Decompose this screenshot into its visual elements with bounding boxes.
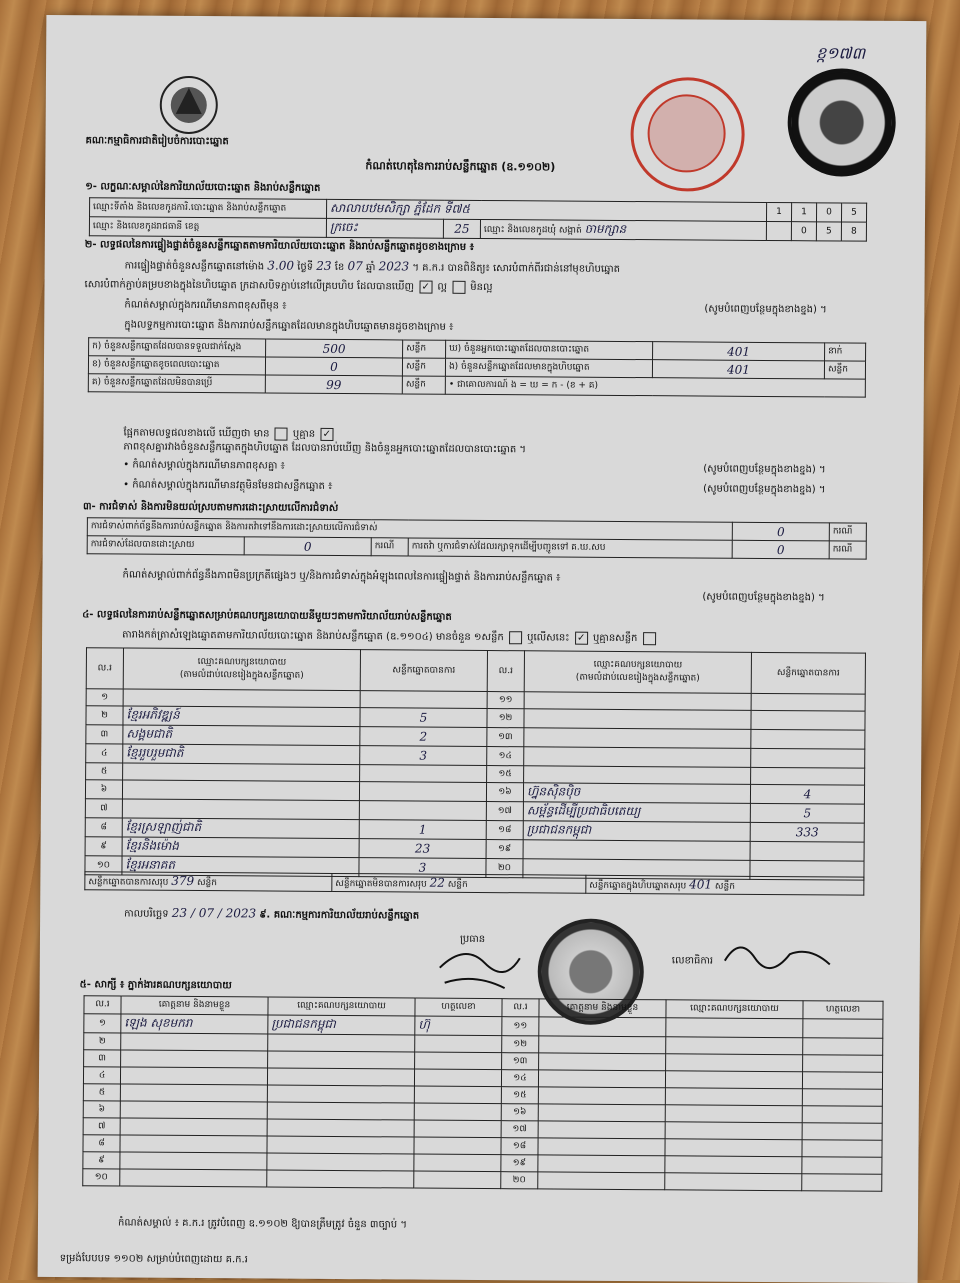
- witness-no: ២០: [501, 1172, 538, 1189]
- section4-opt1: ឬលើសនេះ: [527, 632, 570, 644]
- witness-sign: [414, 1086, 501, 1104]
- in-box-value: 401: [652, 360, 824, 379]
- witness-sign: [414, 1120, 501, 1138]
- party-no: ២: [86, 706, 123, 725]
- witness-sign: [802, 1140, 882, 1158]
- witness-no: ៨: [83, 1135, 120, 1152]
- witness-party: [665, 1088, 802, 1106]
- party-name: [524, 709, 751, 730]
- in-box-label: ង) ចំនួនសន្លឹកឆ្នោតដែលមានក្នុងហិបឆ្នោត: [445, 358, 652, 377]
- compare-post: ភាពខុសគ្នារវាងចំនួនសន្លឹកឆ្នោតក្នុងហិបឆ្នោត ដែលបានរាប់ឃើញ និងចំនួនអ្នកបោះឆ្នោតដែលបានបោះឆ្នោត ។: [123, 441, 527, 456]
- witness-name: [120, 1169, 267, 1187]
- black-seal-icon: [787, 68, 896, 177]
- party-votes: 333: [750, 822, 864, 842]
- section3-note: កំណត់សម្គាល់ពាក់ព័ន្ធនឹងភាពមិនប្រក្រតីផ្សេងៗ ឬ/និងការជំទាស់ក្នុងអំឡុងពេលនៃការផ្ទៀងផ្ទាត់ និងការរាប់សន្លឹកឆ្នោត ៖: [122, 569, 561, 584]
- objection-unit: ករណី: [829, 523, 866, 541]
- witness-no: ៩: [83, 1152, 120, 1169]
- checkbox-icon: ✓: [575, 631, 588, 644]
- check-day-label: ថ្ងៃទី: [297, 261, 314, 273]
- check-day: 23: [316, 258, 332, 273]
- col-votes: សន្លឹកឆ្នោតបានការ: [360, 650, 487, 692]
- party-name: [122, 799, 359, 820]
- witness-no: ១៧: [501, 1121, 538, 1138]
- party-no: ៩: [85, 837, 122, 856]
- check-year-label: ឆ្នាំ: [365, 262, 376, 274]
- party-name: [524, 747, 751, 768]
- compare-text: ផ្អែកតាមលទ្ធផលខាងលើ ឃើញថា មាន: [123, 427, 270, 440]
- witness-party: [666, 1018, 803, 1038]
- witness-name: [120, 1152, 267, 1170]
- party-name: [524, 692, 751, 711]
- witness-name: ឡេង សុខមករា: [121, 1014, 268, 1034]
- check-line-2-yes: ល្អ: [437, 281, 447, 293]
- total-unit: សន្លឹក: [714, 881, 735, 892]
- party-votes: [751, 710, 865, 730]
- witness-name: [538, 1104, 665, 1122]
- party-no: ៦: [85, 780, 122, 799]
- party-name: ខ្មែររួបរួមជាតិ: [123, 744, 360, 765]
- section3-title: ៣- ការជំទាស់ និងការមិនយល់ស្របតាមការដោះស្រាយលើការជំទាស់: [82, 501, 339, 514]
- witness-no: ១៣: [502, 1053, 539, 1070]
- resolved-unit: ករណី: [371, 538, 408, 556]
- commune-value: ចាមក្សាន: [584, 221, 627, 236]
- witness-no: ២: [84, 1033, 121, 1050]
- in-box-unit: សន្លឹក: [824, 361, 865, 379]
- party-votes: 5: [750, 803, 864, 823]
- witness-name: [121, 1033, 268, 1051]
- witness-sign: [414, 1171, 501, 1189]
- section3-hint: (សូមបំពេញបន្ថែមក្នុងខាងខ្នង) ។: [702, 591, 825, 604]
- w-col-party-2: ឈ្មោះគណបក្សនយោបាយ: [666, 1000, 803, 1019]
- witness-name: [120, 1084, 267, 1102]
- w-col-name: គោត្តនាម និងនាមខ្លួន: [121, 996, 268, 1015]
- witness-party: [267, 1153, 414, 1171]
- witness-party: [267, 1068, 414, 1086]
- section2-intro: ក្នុងលទ្ធកម្មការបោះឆ្នោត និងការរាប់សន្លឹកឆ្នោតដែលមានក្នុងហិបឆ្នោតមានដូចខាងក្រោម ៖: [124, 319, 454, 333]
- witness-name: [539, 1017, 666, 1037]
- witness-no: ១: [84, 1014, 121, 1033]
- location-code-4: 5: [841, 203, 866, 222]
- party-no: ១៧: [486, 802, 523, 821]
- witness-no: ១៤: [501, 1070, 538, 1087]
- checkbox-icon: ✓: [320, 427, 333, 440]
- objection-label: ការជំទាស់ពាក់ព័ន្ធនឹងការរាប់សន្លឹកឆ្នោត និងការតវ៉ាទៅនឹងការដោះស្រាយលើការជំទាស់: [87, 518, 732, 541]
- witness-party: [665, 1071, 802, 1089]
- witness-no: ១៦: [501, 1104, 538, 1121]
- received-unit: សន្លឹក: [403, 340, 446, 358]
- witness-party: [267, 1170, 414, 1188]
- party-votes: 3: [360, 746, 487, 766]
- witness-name: [538, 1138, 665, 1156]
- witness-name: [120, 1118, 267, 1136]
- invalid-label: សន្លឹកឆ្នោតមិនបានការសរុប: [335, 878, 427, 890]
- party-no: ៣: [86, 725, 123, 744]
- check-year: 2023: [378, 259, 410, 274]
- w-col-sign-2: ហត្ថលេខា: [803, 1001, 883, 1020]
- witness-name: [538, 1155, 665, 1173]
- forwarded-unit: ករណី: [829, 541, 866, 559]
- party-name: ខ្មែរអភិវឌ្ឍន៍: [123, 706, 360, 727]
- party-votes: 2: [360, 727, 487, 747]
- check-line-2-no: មិនល្អ: [470, 281, 493, 294]
- section2-table: [88, 337, 866, 397]
- w-col-party: ឈ្មោះគណបក្សនយោបាយ: [268, 997, 415, 1016]
- party-votes: [751, 693, 865, 711]
- witness-no: ១០: [83, 1169, 120, 1186]
- section5-title: ៥- សាក្សី ៖ ភ្នាក់ងារគណបក្សនយោបាយ: [79, 979, 232, 992]
- col-no-2: ល.រ: [487, 651, 524, 692]
- party-name: [524, 728, 751, 749]
- party-name: [122, 780, 359, 801]
- ballot-count-form: [38, 15, 927, 1283]
- party-votes: [751, 729, 865, 749]
- witness-sign: [803, 1055, 883, 1073]
- col-no: ល.រ: [86, 648, 123, 689]
- witness-sign: [414, 1137, 501, 1155]
- valid-unit: សន្លឹក: [196, 877, 218, 888]
- witness-no: ៧: [83, 1118, 120, 1135]
- witness-sign: [802, 1157, 882, 1175]
- date-label: កាលបរិច្ឆេទ: [124, 908, 169, 920]
- witness-no: ១៩: [501, 1155, 538, 1172]
- witness-party: [665, 1105, 802, 1123]
- red-seal-icon: [630, 77, 745, 192]
- total-value: 401: [689, 876, 713, 892]
- witness-name: [538, 1172, 665, 1190]
- witness-no: ៥: [83, 1084, 120, 1101]
- check-time-label: ការផ្ទៀងផ្ទាត់ចំនួនសន្លឹកឆ្នោតនៅម៉ោង: [124, 260, 265, 273]
- section4-intro: តារាងកត់ត្រាសំឡេងឆ្នោតតាមការិយាល័យបោះឆ្នោត និងរាប់សន្លឹកឆ្នោត (ឧ.១១០៤) មានចំនួន ១សន្លឹក: [122, 629, 504, 644]
- party-votes: [360, 765, 487, 783]
- party-name: សង្គមជាតិ: [123, 725, 360, 746]
- location-value: សាលាបឋមសិក្សា ភ្នំដែក ទី៧៥: [327, 199, 767, 221]
- voters-unit: នាក់: [825, 343, 866, 361]
- check-time: 3.00: [267, 258, 295, 273]
- witness-party: [267, 1102, 414, 1120]
- location-code-1: 1: [766, 202, 791, 221]
- spoiled-label: ខ) ចំនួនសន្លឹកឆ្នោតខូចពេលបោះឆ្នោត: [88, 356, 265, 375]
- witness-sign: [802, 1072, 882, 1090]
- bullet1: • កំណត់សម្គាល់ក្នុងករណីមានភាពខុសគ្នា ៖: [123, 459, 285, 472]
- witness-party: ប្រជាជនកម្ពុជា: [268, 1015, 415, 1035]
- spoiled-unit: សន្លឹក: [402, 358, 445, 376]
- party-no: ៧: [85, 799, 122, 818]
- footnote: កំណត់សម្គាល់ ៖ គ.ក.រ ត្រូវបំពេញ ឧ.១១០២ ឱ្យបានត្រឹមត្រូវ ចំនួន ៣ច្បាប់ ។: [117, 1217, 407, 1231]
- party-name: [123, 689, 360, 708]
- formula-label: • ជាគោលការណ៍ ង = ឃ = ក - (ខ + គ): [445, 376, 865, 397]
- witness-name: [538, 1121, 665, 1139]
- party-no: ១៩: [486, 840, 523, 859]
- party-no: ១១: [487, 692, 524, 709]
- check-month-label: ខែ: [334, 261, 345, 274]
- location-label: ឈ្មោះទីតាំង និងលេខកូដការិ.បោះឆ្នោត និងរាប់សន្លឹកឆ្នោត: [90, 198, 327, 219]
- witness-table: [82, 995, 883, 1192]
- col-party-sub: (តាមលំដាប់លេខរៀងក្នុងសន្លឹកឆ្នោត): [179, 669, 304, 681]
- totals-table: [84, 871, 864, 895]
- party-votes: 5: [360, 708, 487, 728]
- party-votes: [360, 691, 487, 709]
- date-line: [124, 906, 419, 924]
- committee-name: គណៈកម្មាធិការជាតិរៀបចំការបោះឆ្នោត: [85, 135, 229, 148]
- party-votes: [750, 841, 864, 861]
- committee-label: ៩. គណៈកម្មការការិយាល័យរាប់សន្លឹកឆ្នោត: [259, 909, 420, 922]
- w-col-no: ល.រ: [84, 996, 121, 1014]
- party-name: [123, 763, 360, 782]
- col-party: ឈ្មោះគណបក្សនយោបាយ: [197, 657, 287, 668]
- witness-party: [267, 1119, 414, 1137]
- invalid-unit: សន្លឹក: [447, 879, 468, 890]
- section4-intro-line: [122, 627, 658, 646]
- witness-no: ៤: [83, 1067, 120, 1084]
- witness-party: [665, 1173, 802, 1191]
- party-votes: [751, 767, 865, 785]
- witness-no: ១៨: [501, 1138, 538, 1155]
- chair-signature: [435, 938, 525, 999]
- corner-handwriting: ខ្ក១៧៣: [816, 43, 866, 63]
- checkbox-icon: [643, 632, 656, 645]
- valid-label: សន្លឹកឆ្នោតបានការសរុប: [88, 876, 169, 888]
- section3-table: [87, 517, 867, 559]
- received-value: 500: [266, 339, 403, 358]
- witness-sign: [414, 1154, 501, 1172]
- col-party-2: ឈ្មោះគណបក្សនយោបាយ: [593, 659, 683, 671]
- party-no: ១០: [85, 856, 122, 875]
- unused-value: 99: [265, 375, 402, 394]
- invalid-value: 22: [429, 875, 445, 890]
- witness-sign: [802, 1174, 882, 1192]
- witness-sign: [415, 1035, 502, 1053]
- witness-no: ៦: [83, 1101, 120, 1118]
- witness-party: [665, 1122, 802, 1140]
- checkbox-icon: [275, 427, 288, 440]
- party-no: ១៨: [486, 821, 523, 840]
- party-votes: 23: [359, 839, 486, 859]
- party-name: ខ្មែរអនាគត: [122, 856, 359, 877]
- witness-name: [538, 1070, 665, 1088]
- party-no: ១៦: [486, 783, 523, 802]
- check-line-1-post: ។ គ.ក.រ បានពិនិត្យ៖ សោរបំពាក់ពីរជាន់នៅមុខហិបឆ្នោត: [412, 262, 621, 275]
- party-votes: 4: [750, 784, 864, 804]
- province-label: ឈ្មោះ និងលេខកូដរាជធានី ខេត្ត: [89, 217, 326, 238]
- secretary-label: លេខាធិការ: [671, 955, 714, 967]
- witness-party: [665, 1156, 802, 1174]
- voters-value: 401: [653, 342, 825, 361]
- check-line-2: [84, 277, 492, 295]
- party-no: ៥: [86, 763, 123, 780]
- secretary-signature: [720, 936, 840, 977]
- witness-sign: [803, 1019, 883, 1039]
- party-no: ១២: [487, 709, 524, 728]
- witness-party: [267, 1085, 414, 1103]
- witness-party: [268, 1034, 415, 1052]
- witness-sign: [803, 1038, 883, 1056]
- witness-name: [539, 1036, 666, 1054]
- party-votes: [359, 801, 486, 821]
- commune-code-3: 8: [841, 222, 866, 241]
- witness-party: [666, 1037, 803, 1055]
- objection-value: 0: [732, 522, 829, 541]
- party-no: ១: [86, 689, 123, 706]
- party-name: ប្រជាជនកម្ពុជា: [523, 821, 750, 842]
- party-no: ១៥: [487, 766, 524, 783]
- location-code-3: 0: [816, 203, 841, 222]
- party-name: សម្ព័ន្ធដើម្បីប្រជាធិបតេយ្យ: [523, 802, 750, 823]
- party-no: ៨: [85, 818, 122, 837]
- witness-sign: [414, 1069, 501, 1087]
- witness-sign: [414, 1103, 501, 1121]
- forwarded-value: 0: [732, 540, 829, 559]
- commune-code-2: 5: [816, 222, 841, 241]
- resolved-label: ការជំទាស់ដែលបានដោះស្រាយ: [87, 536, 244, 555]
- bullet2: • កំណត់សម្គាល់ក្នុងករណីមានវត្ថុមិនមែនជាសន្លឹកឆ្នោត ៖: [123, 479, 333, 492]
- checkbox-icon: [452, 280, 465, 293]
- witness-no: ១៥: [501, 1087, 538, 1104]
- witness-party: [268, 1051, 415, 1069]
- party-votes: 3: [359, 858, 486, 878]
- voters-label: ឃ) ចំនួនអ្នកបោះឆ្នោតដែលបានបោះឆ្នោត: [446, 340, 653, 359]
- party-votes: [751, 748, 865, 768]
- party-name: [524, 766, 751, 785]
- party-no: ៤: [86, 744, 123, 763]
- check-line-1: [125, 257, 620, 276]
- witness-no: ៣: [84, 1050, 121, 1067]
- unused-unit: សន្លឹក: [402, 376, 445, 394]
- party-no: ១៣: [487, 728, 524, 747]
- forwarded-label: ការតវ៉ា ឬការជំទាស់ដែលរក្សាទុកដើម្បីបញ្ជូនទៅ គ.ឃ.សប: [408, 538, 732, 558]
- col-votes-2: សន្លឹកឆ្នោតបានការ: [751, 652, 865, 694]
- section1-table: [89, 197, 867, 241]
- party-no: ២០: [486, 859, 523, 878]
- w-col-name-2: គោត្តនាម និងនាមខ្លួន: [539, 999, 666, 1018]
- witness-name: [121, 1050, 268, 1068]
- party-name: [523, 840, 750, 861]
- bullet2-hint: (សូមបំពេញបន្ថែមក្នុងខាងខ្នង) ។: [703, 483, 826, 496]
- province-value: ក្រចេះ: [326, 218, 443, 238]
- note1-hint: (សូមបំពេញបន្ថែមក្នុងខាងខ្នង) ។: [704, 303, 827, 316]
- witness-name: [120, 1101, 267, 1119]
- valid-value: 379: [171, 873, 195, 888]
- section1-title: ១- លក្ខណៈសម្គាល់នៃការិយាល័យបោះឆ្នោត និងរាប់សន្លឹកឆ្នោត: [85, 181, 321, 194]
- province-code: 25: [443, 219, 480, 238]
- form-title: កំណត់ហេតុនៃការរាប់សន្លឹកឆ្នោត (ឧ.១១០២): [365, 159, 556, 174]
- date-value: 23 / 07 / 2023: [171, 905, 257, 921]
- checkbox-icon: [509, 631, 522, 644]
- witness-name: [120, 1067, 267, 1085]
- footer: ទម្រង់បែបបទ ១១០២ សម្រាប់បំពេញដោយ គ.ក.រ: [59, 1253, 248, 1266]
- spoiled-value: 0: [265, 357, 402, 376]
- party-name: ខ្មែរស្រឡាញ់ជាតិ: [122, 818, 359, 839]
- unused-label: គ) ចំនួនសន្លឹកឆ្នោតដែលមិនបានប្រើ: [88, 374, 265, 393]
- total-label: សន្លឹកឆ្នោតក្នុងហិបឆ្នោតសរុប: [589, 880, 687, 891]
- emblem-icon: [158, 74, 220, 136]
- party-votes: [359, 782, 486, 802]
- witness-sign: [802, 1089, 882, 1107]
- party-no: ១៤: [487, 747, 524, 766]
- w-col-sign: ហត្ថលេខា: [415, 998, 502, 1017]
- chair-label: ប្រធាន: [459, 933, 486, 946]
- col-party-sub-2: (តាមលំដាប់លេខរៀងក្នុងសន្លឹកឆ្នោត): [575, 672, 700, 684]
- checkbox-icon: ✓: [419, 280, 432, 293]
- compare-yes: ឬគ្មាន: [292, 428, 316, 440]
- witness-sign: [415, 1052, 502, 1070]
- section4-opt2: ឬគ្មានសន្លឹក: [592, 632, 638, 645]
- w-col-no-2: ល.រ: [502, 999, 539, 1017]
- party-name: ខ្មែរនិងម៉ោង: [122, 837, 359, 858]
- party-votes: 1: [359, 820, 486, 840]
- witness-sign: [802, 1106, 882, 1124]
- check-month: 07: [347, 259, 363, 274]
- witness-name: [538, 1087, 665, 1105]
- section2-title: ២- លទ្ធផលនៃការផ្ទៀងផ្ទាត់ចំនួនសន្លឹកឆ្នោតតាមការិយាល័យបោះឆ្នោត និងរាប់សន្លឹកឆ្នោតដូចខាងក្រោម ៖: [84, 239, 475, 253]
- witness-sign: [802, 1123, 882, 1141]
- commune-label: ឈ្មោះ និងលេខកូដឃុំ សង្កាត់: [483, 225, 582, 236]
- commune-code-1: 0: [791, 222, 816, 241]
- received-label: ក) ចំនួនសន្លឹកឆ្នោតដែលបានទទួលជាក់ស្តែង: [89, 338, 266, 357]
- party-name: ហ្វ៊ុនស៊ិនប៉ិច: [523, 783, 750, 804]
- resolved-value: 0: [244, 537, 371, 556]
- section4-title: ៤- លទ្ធផលនៃការរាប់សន្លឹកឆ្នោតសម្រាប់គណបក្សនយោបាយនីមួយៗតាមការិយាល័យរាប់សន្លឹកឆ្នោត: [82, 609, 452, 623]
- witness-party: [666, 1054, 803, 1072]
- witness-party: [665, 1139, 802, 1157]
- witness-sign: ហ៊ុ: [415, 1016, 502, 1036]
- witness-name: [539, 1053, 666, 1071]
- witness-no: ១២: [502, 1036, 539, 1053]
- note1: កំណត់សម្គាល់ក្នុងករណីមានភាពខុសពីមុន ៖: [124, 299, 287, 312]
- witness-no: ១១: [502, 1017, 539, 1036]
- witness-name: [120, 1135, 267, 1153]
- check-line-2-text: សោរបំពាក់ភ្ជាប់គម្របខាងក្នុងនៃហិបឆ្នោត ក្រដាសបិទភ្ជាប់នៅលើគ្របហិប ដែលបានឃើញ: [84, 279, 415, 293]
- witness-party: [267, 1136, 414, 1154]
- location-code-2: 1: [791, 203, 816, 222]
- bullet1-hint: (សូមបំពេញបន្ថែមក្នុងខាងខ្នង) ។: [703, 463, 826, 476]
- results-table: [84, 647, 866, 880]
